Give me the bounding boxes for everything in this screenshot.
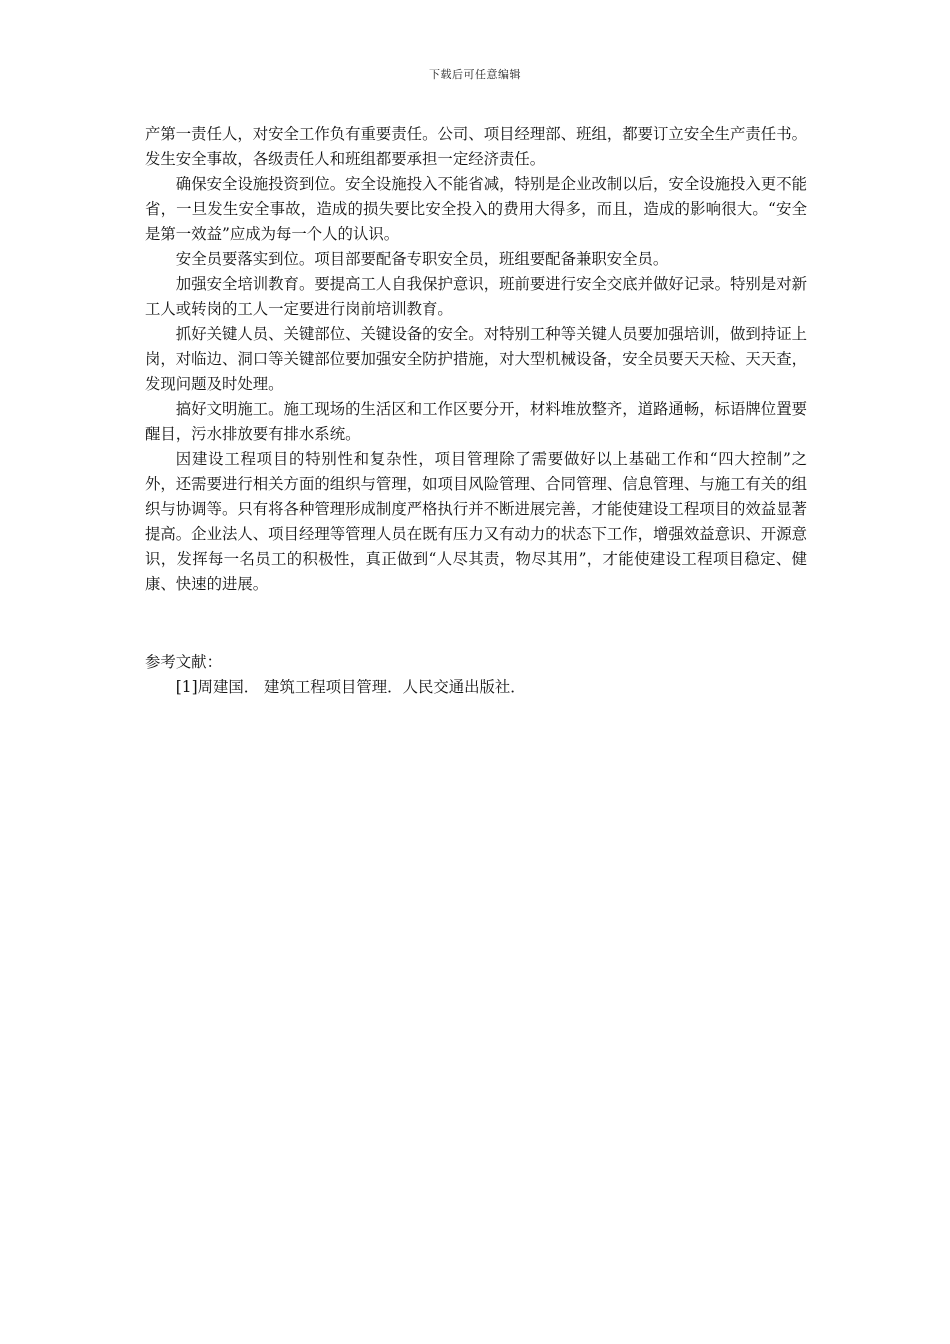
reference-item: [1]周建国． 建筑工程项目管理．人民交通出版社． (175, 678, 526, 696)
paragraph-safety-training: 加强安全培训教育。要提高工人自我保护意识，班前要进行安全交底并做好记录。特别是对新工人或转岗的工人一定要进行岗前培训教育。 (145, 275, 807, 318)
references-heading: 参考文献： (145, 653, 222, 671)
body-text (145, 122, 807, 597)
paragraph-safety-officer: 安全员要落实到位。项目部要配备专职安全员，班组要配备兼职安全员。 (175, 250, 669, 268)
paragraph-key-safety: 抓好关键人员、关键部位、关键设备的安全。对特别工种等关键人员要加强培训，做到持证上岗，对临边、洞口等关键部位要加强安全防护措施，对大型机械设备，安全员要天天检、天天查，发现问题及时处理。 (145, 325, 807, 393)
page-header: 下载后可任意编辑 (429, 68, 521, 81)
paragraph-responsibility: 产第一责任人，对安全工作负有重要责任。公司、项目经理部、班组，都要订立安全生产责任书。发生安全事故，各级责任人和班组都要承担一定经济责任。 (145, 125, 807, 168)
paragraph-safety-investment: 确保安全设施投资到位。安全设施投入不能省减，特别是企业改制以后，安全设施投入更不能省，一旦发生安全事故，造成的损失要比安全投入的费用大得多，而且，造成的影响很大。“安全是第一效益”应成为每一个人的认识。 (145, 175, 807, 243)
references-section (145, 650, 807, 700)
paragraph-conclusion: 因建设工程项目的特别性和复杂性，项目管理除了需要做好以上基础工作和“四大控制”之外，还需要进行相关方面的组织与管理，如项目风险管理、合同管理、信息管理、与施工有关的组织与协调等。只有将各种管理形成制度严格执行并不断进展完善，才能使建设工程项目的效益显著提高。企业法人、项目经理等管理人员在既有压力又有动力的状态下工作，增强效益意识、开源意识，发挥每一名员工的积极性，真正做到“人尽其责，物尽其用”，才能使建设工程项目稳定、健康、快速的进展。 (145, 450, 807, 593)
paragraph-civilized-construction: 搞好文明施工。施工现场的生活区和工作区要分开，材料堆放整齐，道路通畅，标语牌位置要醒目，污水排放要有排水系统。 (145, 400, 807, 443)
